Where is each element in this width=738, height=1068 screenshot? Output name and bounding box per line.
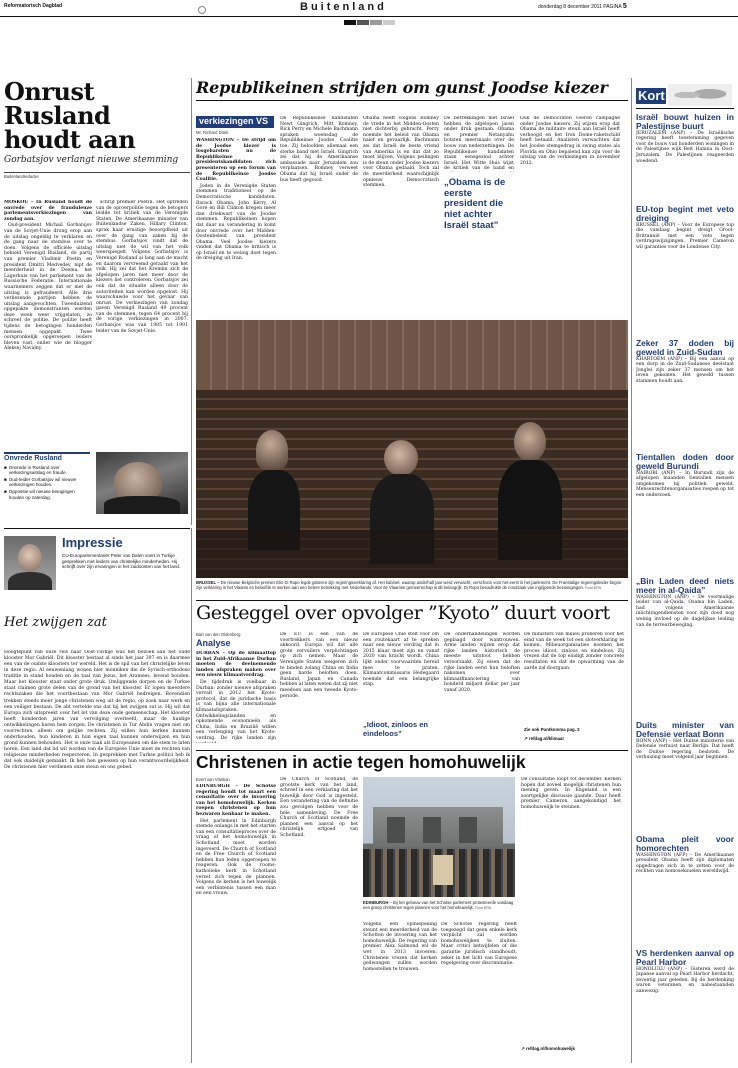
color-bar bbox=[0, 20, 738, 25]
republicans-quote-block bbox=[444, 116, 514, 246]
kort-item: VS herdenken aanval op Pearl Harbor HONOLULU (ANP) – Gisteren werd de Japanse aanval op Pearl Harbor herdacht, zeventig jaar geleden. Bij de herdenking waren veteranen en nabestaanden aanwezig. bbox=[636, 948, 734, 994]
kyoto-footer-link[interactable]: ↗ refdag.nl/klimaat bbox=[524, 736, 564, 741]
link-icon: ↗ bbox=[524, 736, 528, 741]
kyoto-col4: De onderhandelingen worden geplaagd door wantrouwen. Arme landen wijzen erop dat rijke landen historisch de meeste uitstoot hebben veroorzaakt. Zij eisen dat de rijke landen eerst hun beloften nakomen over klimaatfinanciering van honderd miljard dollar per jaar vanaf 2020. bbox=[444, 632, 520, 693]
christenen-col2: De Church of Scotland, de grootste kerk van het land, schreef in een verklaring dat het huwelijk door God is ingesteld. Een verandering van de definitie zou gevolgen hebben voor de hele samenleving. De Free Church of Scotland noemde de plannen een aanval op het christelijk erfgoed van Schotland. bbox=[280, 777, 358, 838]
section-title: Buitenland bbox=[300, 1, 387, 13]
kort-item: Tientallen doden door geweld Burundi NAIROBI (ANP) – In Burundi zijn de afgelopen maanden tientallen mensen omgekomen bij politiek geweld. Mensenrechtenorganisaties roepen op tot een onderzoek. bbox=[636, 452, 734, 498]
christenen-col4: De Schotse regering heeft toegezegd dat geen enkele kerk verplicht zal worden homohuwelijken te sluiten. Maar critici betwijfelen of die garantie juridisch standhoudt, zeker in het licht van Europese regelgeving over discriminatie. bbox=[441, 922, 517, 967]
page-number: 5 bbox=[622, 3, 627, 10]
christenen-col1: EDINBURGH – De Schotse regering houdt tot maart een consultatie over de invoering van het homohuwelijk. Kerken roepen christenen op hun bezwaren kenbaar te maken. Het parlement in Edinburgh stemde onlangs in met het starten van een consultatieproces over de vraag of het homohuwelijk in Schotland moet worden ingevoerd. De Church of Scotland en de Free Church of Scotland hebben hun leden opgeroepen te reageren. Ook de rooms-katholieke kerk in Schotland verzet zich tegen de plannen. Volgens de kerken is het huwelijk een verbintenis tussen een man en een vrouw. bbox=[196, 784, 276, 897]
russia-box-title: Onvrede Rusland bbox=[4, 452, 90, 464]
kyoto-headline: Gesteggel over opvolger ”Kyoto” duurt voort bbox=[196, 602, 610, 624]
kort-item: Israël bouwt huizen in Palestijnse buurt JERUZALEM (ANP) – De Israëlische regering heeft toestemming gegeven voor de bouw van honderden woningen in de Palestijnse wijk Beit Hanina in Oost-Jeruzalem. De Palestijnen reageerden woedend. bbox=[636, 112, 734, 164]
christenen-footer-link[interactable]: ↗ refdag.nl/homohuwelijk bbox=[521, 1046, 575, 1051]
parliament-caption: BRUSSEL – De nieuwe Belgische premier Elio Di Rupo legde gisteren zijn regeringsverklaring af. Het kabinet, waarop anderhalf jaar werd verwacht, verschoon voor het eerst in het parlement. De Franstalige regeringsleider begon zijn verklaring in het Vlaams en beloofde te werken aan een betere betrekking met Nederlands. Voor de Vlaamse gemeenschap is dit belangrijk. Di Rupo benadrukte de noodzaak van ingrijpende bezuinigingen. Foto EPA bbox=[196, 580, 622, 591]
impressie-block bbox=[4, 528, 190, 650]
kyoto-byline: Bart van den Oldenberg bbox=[196, 632, 241, 637]
russia-col2: schrijf premier Poetin. Het optreden van de oproerpolitie tegen de betogers leidde tot kritiek van de Verenigde Staten. De Amerikaanse minister van Buitenlandse Zaken, Hillary Clinton, sprak haar ernstige bezorgdheid uit over de gang van zaken bij de stembus. Gorbatsjov vindt dat de uitslag niet de wil van het volk weerspiegelt. Volgens Gorbatsjov is Verenigd Rusland al lang aan de macht en daarom vervreemd geraakt van het volk. Hij zei dat het Kremlin zich de afgelopen jaren niet meer door de kiezers liet controleren. Gorbatsjov zei ook dat de situatie alleen door de autoriteiten kan worden opgelost. Hij waarschuwde voor het gevaar van onrust. De verkiezingen van zondag gaven Verenigd Rusland 49 procent van de stemmen, tegen 64 procent bij de vorige verkiezingen in 2007. Gorbatsjov was van 1985 tot 1991 leider van de Sovjet-Unie. bbox=[96, 200, 188, 334]
kort-item: „Bin Laden deed niets meer in al-Qaida” WASHINGTON (ANP) – De voormalige leider van al-Qaida, Osama bin Laden, had volgens Amerikaanse inlichtingendiensten voor zijn dood nog weinig invloed op de dagelijkse leiding van de terreurbeweging. bbox=[636, 576, 734, 628]
republicans-headline: Republikeinen strijden om gunst Joodse kiezer bbox=[196, 78, 608, 97]
christenen-photo bbox=[363, 777, 515, 897]
impressie-intro: CU-Europarlementariër Peter van Dalen voert in Turkije gesprekken met leiders van christelijke minderheden. Hij schrijft over zijn ervaringen in het zuidoosten van het land. bbox=[62, 553, 181, 570]
kort-item: Duits minister van Defensie verlaat Bonn BONN (ANP) – Het Duitse ministerie van Defensie verhuist naar Berlijn. Dat heeft de Duitse regering besloten. De verhuizing moet volgend jaar beginnen. bbox=[636, 720, 734, 761]
russia-box-item: ■ Oppositie wil nieuwe betogingen houden op zaterdag. bbox=[4, 488, 75, 500]
impressie-body: Hoogtepunt van onze reis naar Oost-Turkije was het bezoek aan het oude klooster Mor Gabriël. Dit klooster bestaat al sinds het jaar 397 en is daarmee een van de oudste kloosters ter wereld. Het is de spil van het christelijke leven in deze regio. Al eeuwenlang wonen hier monniken die de Syrisch-orthodoxe traditie in stand houden en de taal van Jezus, het Aramees, levend houden. Maar het klooster staat onder grote druk. Omliggende dorpen en de Turkse staat claimen grote delen van de grond van het klooster. Er lopen meerdere rechtszaken die het voortbestaan van Mor Gabriël bedreigen. Bovendien trekken steeds meer jonge christenen weg uit de regio, op zoek naar werk en een veiliger bestaan. De abt vertelde ons dat hij het zwijgen zat is. Hij wil dat Europa zich uitspreekt over het lot van deze oude gemeenschap. Het klooster heeft honderden jaren van vervolging overleefd, maar de huidige ontwikkelingen baren hem zorgen. De christenen in Tur Abdin vragen niet om voorrechten, alleen om gelijke rechten. Zij willen hun kerken kunnen onderhouden, hun kinderen in hun eigen taal kunnen onderwijzen en hun grond kunnen behouden. Het is onze taak als Europeanen om die stem te laten horen. Een land dat lid wil worden van de Europese Unie moet de rechten van religieuze minderheden respecteren. In gesprekken met Turkse politici heb ik dat ook duidelijk gemaakt. Ik heb hen gewezen op hun verantwoordelijkheid. De christenen hier verdienen onze steun en ons gebed. bbox=[4, 650, 190, 771]
link-icon: ↗ bbox=[521, 1046, 525, 1051]
kort-item: EU-top begint met veto dreiging BRUSSEL (ANP) – Voor de Europese top die vandaag begint dreigt Groot-Brittannië met een veto tegen verdragswijzigingen. Premier Cameron wil garanties voor de Londense City. bbox=[636, 204, 734, 250]
kyoto-col1: DURBAN – Op de klimaattop in het Zuid-Afrikaanse Durban moeten de deelnemende landen afspraken maken over een nieuw klimaatverdrag. De tijdsdruk is voelbaar in Durban: zonder nieuwe afspraken vervalt in 2012 het Kyoto-protocol, dat de juridische basis is van bijna alle internationale klimaatafspraken. Ontwikkelingslanden en opkomende economieën als China, India en Brazilië willen een verlenging van het Kyoto-verdrag. De rijke landen zijn bbox=[196, 651, 276, 741]
russia-byline: Buitenlandredactie bbox=[4, 172, 190, 179]
christenen-caption: EDINBURGH – Bij het gebouw van het Schotse parlement protesteerde vandaag een groep christenen tegen plannen voor het homohuwelijk. Foto EPA bbox=[363, 900, 514, 911]
russia-col1: MOSKOU – In Rusland houdt de onvrede over de frauduleuze parlementsverkiezingen van zondag aan. Oud-president Michail Gorbatsjov van de Sovjet-Unie drong erop aan de uitslag ongeldig te verklaren en de gang naar de stembus over te doen. Volgens de officiële uitslag behield Verenigd Rusland, de partij van premier Vladimir Poetin en president Dmitri Medvedev, nipt de meerderheid in de Doema, het Lagerhuis van het parlement van de Russische Federatie. Internationale waarnemers zeggen dat er met de uitslag is gefraudeerd. Alle drie verliezende partijen hebben de uitslag aangevochten. Tweeduizend opgepakte demonstranten werden deze week weer vrijgelaten, zo schreef de politie. De politie heeft tijdens de betogingen honderden mensen opgepakt. Twee oorspronkelijk opgeroepen leiders bleven vast, onder wie de blogger Aleksej Navalny. bbox=[4, 200, 92, 352]
publisher-name: Reformatorisch Dagblad bbox=[4, 3, 63, 9]
election-label: verkiezingen VS bbox=[196, 116, 274, 128]
kort-column bbox=[636, 80, 734, 1064]
republicans-col5: Ook de Democraten voeren campagne onder Joodse kiezers. Zij wijzen erop dat Obama de militaire steun aan Israël heeft verhoogd en het Iron Dome-raketschild heeft betaald. Analisten verwachten dat het Joodse stemgedrag in swing states als Florida en Ohio bepalend kan zijn voor de uitslag van de verkiezingen in november 2012. bbox=[520, 116, 620, 166]
kyoto-footer-note: Zie ook Puntkomma pag. 2 bbox=[524, 727, 580, 732]
kort-label: Kort bbox=[638, 88, 665, 103]
registration-mark bbox=[198, 6, 206, 14]
christenen-col5: De consultatie loopt tot december. Kerken hopen dat zoveel mogelijk christenen hun mening geven. In Engeland is een soortgelijke discussie gaande. Daar heeft premier Cameron aangekondigd het homohuwelijk te steunen. bbox=[521, 777, 621, 810]
impressie-title: Het zwijgen zat bbox=[4, 615, 107, 630]
kort-item: Obama pleit voor homorechten WASHINGTON (AFP) – De Amerikaanse president Obama heeft zijn diplomaten opgedragen zich in te zetten voor de rechten van homoseksuelen wereldwijd. bbox=[636, 834, 734, 875]
russia-box-item: ■ Oud-leider Gorbatsjov wil nieuwe verkiezingen houden. bbox=[4, 476, 77, 488]
christenen-byline: Evert van Vlastuin bbox=[196, 777, 230, 782]
christenen-col3: Volgens een opiniepeiling steunt een meerderheid van de Schotten de invoering van het homohuwelijk. De regering van premier Alex Salmond wil de wet in 2013 invoeren. Christenen vrezen dat kerken gedwongen zullen worden homostellen te trouwen. bbox=[363, 922, 437, 972]
kort-item: Zeker 37 doden bij geweld in Zuid-Sudan KHARTOEM (ANP) – Bij een aanval op een dorp in de Zuid-Sudanese deelstaat Jonglei zijn zeker 37 mensen om het leven gekomen. Het geweld tussen stammen houdt aan. bbox=[636, 338, 734, 384]
kyoto-quote: „Idioot, zinloos en eindeloos” bbox=[363, 720, 428, 739]
kyoto-col5: De ministers van milieu proberen voor het eind van de week tot een slotverklaring te komen. Milieuorganisaties noemen het proces idioot, zinloos en eindeloos. Zij vrezen dat de top eindigt zonder concrete resultaten en dat de opwarming van de aarde zal doorgaan. bbox=[524, 632, 624, 671]
republicans-col1: WASHINGTON – De strijd om de Joodse kiezer is losgebarsten nu de Republikeinse presidentskandidaten zich presenteren op een forum van de Republikeinse Joodse Coalitie. Joden in de Verenigde Staten stemmen traditioneel op de Democratische kandidaten. Barack Obama, John Kerry, Al Gore en Bill Clinton kregen meer dan driekwart van de Joodse stemmen. Republikeinen hopen dat daar nu verandering in komt door onvrede over het Midden-Oostenbeleid van president Obama. Veel Joodse kiezers vinden dat Obama te kritisch is op Israël en te weinig doet tegen de dreiging uit Iran. bbox=[196, 138, 276, 262]
christenen-headline: Christenen in actie tegen homohuwelijk bbox=[196, 752, 526, 772]
republicans-col2: De Republikeinse kandidaten Newt Gingrich, Mitt Romney, Rick Perry en Michele Bachmann spraken woensdag de Republikeinse Joodse Coalitie toe. Zij beloofden allemaal een sterke band met Israël. Gingrich zei dat hij de Amerikaanse ambassade naar Jeruzalem zou verplaatsen. Romney verweet Obama dat hij Israël onder de bus heeft gegooid. bbox=[280, 116, 358, 183]
photo-credit: Foto EPA bbox=[475, 906, 492, 911]
date-line: donderdag 8 december 2011 PAGINA 5 bbox=[538, 3, 627, 10]
republicans-byline: Mr. Richard Donk bbox=[196, 130, 229, 135]
russia-subhead: Gorbatsjov verlangt nieuwe stemming bbox=[4, 155, 179, 165]
photo-credit: Foto EPA bbox=[585, 586, 602, 591]
russia-infobox bbox=[4, 452, 90, 512]
republicans-col4: De betrekkingen met Israël hebben de afgelopen jaren onder druk gestaan. Obama en premier Netanyahu botsten meermaals over de bouw van nederzettingen. De Republikeinse kandidaten staan eensgezind achter Israël. Het Witte Huis wijst de kritiek van de hand en bbox=[444, 116, 514, 172]
russia-headline: Onrust Rusland houdt aan bbox=[4, 77, 136, 154]
republicans-col3: Obama heeft volgens Romney de vrede in het Midden-Oosten niet dichterbij gebracht. Perry noemde het beleid van Obama naïef en gevaarlijk. Bachmann zei dat Israël de beste vriend van Amerika is en dat dat zo moet blijven. Volgens peilingen is de steun onder Joodse kiezers voor Obama gedaald. Toch zal de meerderheid waarschijnlijk opnieuw Democratisch stemmen. bbox=[363, 116, 439, 189]
russia-box-item: ■ Onvrede in Rusland over verkiezingsuitslag en fraude. bbox=[4, 464, 68, 476]
republicans-quote: „Obama is de eerste president die niet achter Israël staat” bbox=[444, 177, 506, 231]
impressie-photo bbox=[4, 536, 56, 590]
kyoto-kicker: Analyse bbox=[196, 638, 231, 648]
russia-photo bbox=[96, 452, 188, 514]
impressie-label: Impressie bbox=[62, 535, 123, 550]
world-map-graphic bbox=[668, 84, 732, 106]
kyoto-col2: De EU is een van de voortrekkers van een nieuw akkoord. Europa wil dat alle grote vervuilers verplichtingen op zich nemen. Maar de Verenigde Staten weigeren zich te binden zolang China en India geen harde beloften doen. Rusland, Japan en Canada hebben al laten weten dat zij niet meedoen aan een tweede Kyoto-periode. bbox=[280, 632, 358, 699]
parliament-photo bbox=[196, 320, 628, 578]
kyoto-col3: De Europese Unie stelt voor om een routekaart af te spreken naar een nieuw verdrag dat in 2015 klaar moet zijn en vanaf 2020 van kracht wordt. China lijkt onder voorwaarden bereid mee te praten. Klimaatcommissaris Hedegaard noemde dat een belangrijke stap. bbox=[363, 632, 439, 688]
